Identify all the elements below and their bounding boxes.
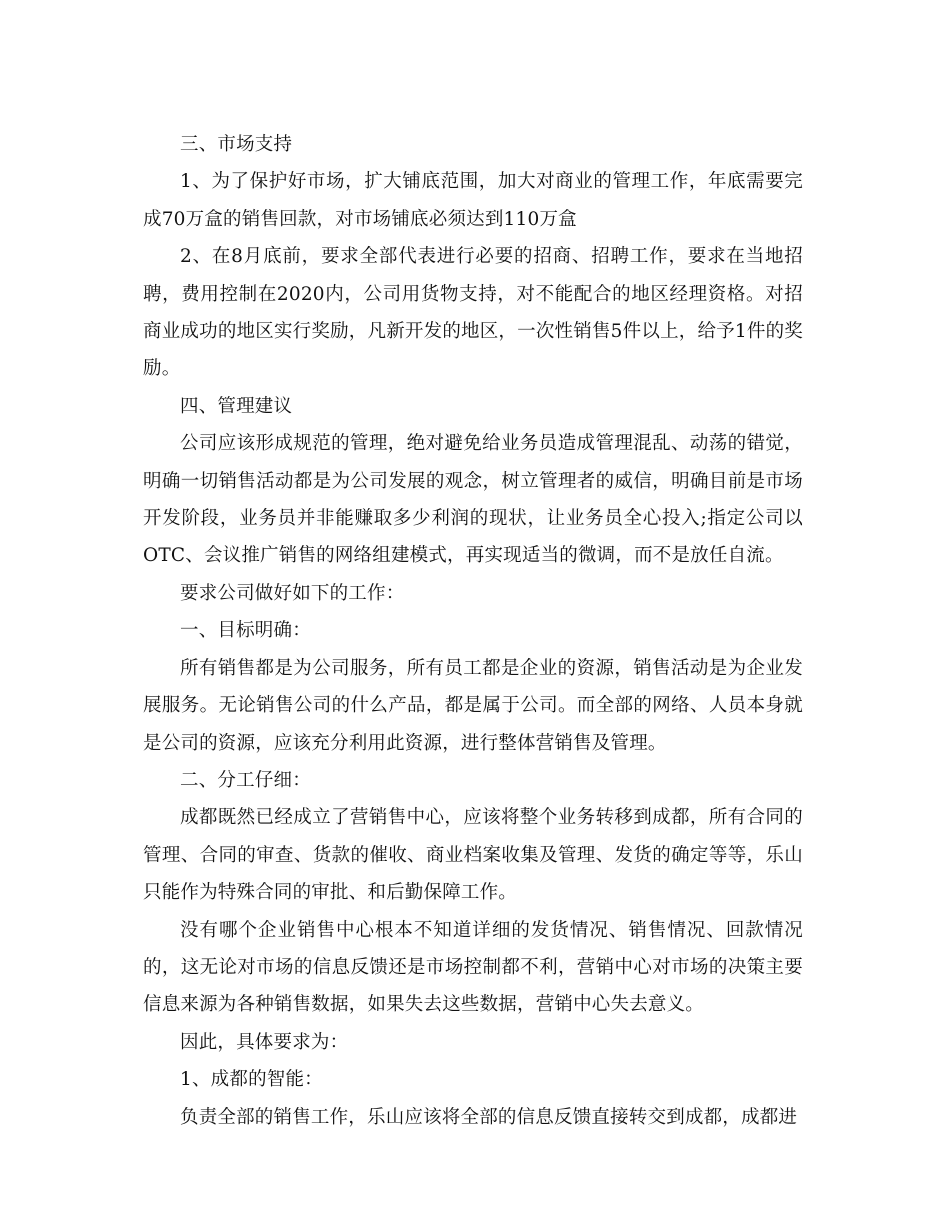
goal-paragraph: 所有销售都是为公司服务，所有员工都是企业的资源，销售活动是为企业发展服务。无论销售公司的什么产品，都是属于公司。而全部的网络、人员本身就是公司的资源，应该充分利用此资源，进行整体营销售及管理。 [143, 657, 803, 754]
chengdu-paragraph: 负责全部的销售工作，乐山应该将全部的信息反馈直接转交到成都，成都进 [180, 1106, 798, 1128]
therefore-paragraph: 因此，具体要求为： [180, 1031, 349, 1053]
goal-heading: 一、目标明确： [180, 620, 311, 642]
info-paragraph: 没有哪个企业销售中心根本不知道详细的发货情况、销售情况、回款情况的，这无论对市场的信息反馈还是市场控制都不利，营销中心对市场的决策主要信息来源为各种销售数据，如果失去这些数据，营销中心失去意义。 [143, 919, 803, 1016]
management-paragraph: 公司应该形成规范的管理，绝对避免给业务员造成管理混乱、动荡的错觉，明确一切销售活动都是为公司发展的观念，树立管理者的威信，明确目前是市场开发阶段，业务员并非能赚取多少利润的现状，让业务员全心投入;指定公司以OTC、会议推广销售的网络组建模式，再实现适当的微调，而不是放任自流。 [143, 433, 803, 567]
section-3-heading: 三、市场支持 [180, 134, 293, 155]
section-4-heading: 四、管理建议 [180, 395, 293, 417]
item-1-paragraph: 1、为了保护好市场，扩大铺底范围，加大对商业的管理工作，年底需要完成70万盒的销售回款，对市场铺底必须达到110万盒 [143, 171, 803, 230]
item-2-paragraph: 2、在8月底前，要求全部代表进行必要的招商、招聘工作，要求在当地招聘，费用控制在2020内，公司用货物支持，对不能配合的地区经理资格。对招商业成功的地区实行奖励，凡新开发的地区，一次性销售5件以上，给予1件的奖励。 [143, 246, 803, 380]
chengdu-heading: 1、成都的智能： [180, 1069, 323, 1091]
requirements-intro: 要求公司做好如下的工作： [180, 582, 405, 604]
document-body [143, 126, 803, 1136]
division-paragraph: 成都既然已经成立了营销售中心，应该将整个业务转移到成都，所有合同的管理、合同的审查、货款的催收、商业档案收集及管理、发货的确定等等，乐山只能作为特殊合同的审批、和后勤保障工作。 [143, 807, 803, 904]
division-heading: 二、分工仔细： [180, 769, 311, 791]
